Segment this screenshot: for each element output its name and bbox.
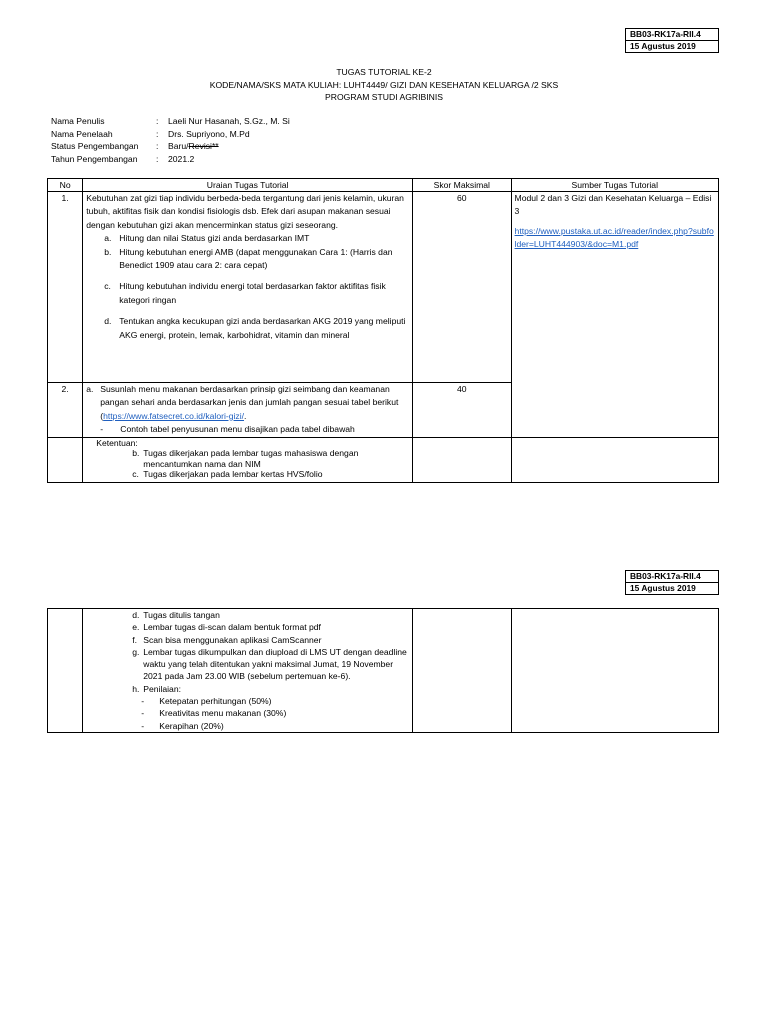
provision-item: c. Tugas dikerjakan pada lembar kertas HVS/folio [132, 469, 323, 480]
table-row [48, 437, 719, 482]
meta-value-status: Baru/ [168, 141, 189, 152]
row-number: 1. [48, 192, 83, 383]
document-code: BB03-RK17a-RII.4 [626, 571, 719, 583]
provision-item: f. Scan bisa menggunakan aplikasi CamScanner [132, 634, 322, 645]
document-header [0, 66, 768, 104]
header-program: PROGRAM STUDI AGRIBINIS [325, 92, 443, 102]
meta-row [51, 115, 290, 128]
provisions-cell [83, 437, 413, 482]
meta-value-struck: Revisi** [188, 141, 219, 152]
provisions-continued [83, 609, 413, 733]
grading-item: - Kerapihan (20%) [141, 720, 224, 731]
document-code-box-page2 [625, 570, 719, 595]
meta-label: Tahun Pengembangan [51, 154, 138, 165]
task-description [83, 192, 413, 383]
task-item: d. Tentukan angka kecukupan gizi anda berdasarkan AKG 2019 yang meliputi AKG energi, protein, lemak, karbohidrat, vitamin dan mineral [104, 316, 406, 340]
document-code: BB03-RK17a-RII.4 [626, 29, 719, 41]
document-date: 15 Agustus 2019 [626, 41, 719, 53]
document-code-box [625, 28, 719, 53]
meta-label: Status Pengembangan [51, 141, 139, 152]
table-row [48, 192, 719, 383]
task-item: c. Hitung kebutuhan individu energi total berdasarkan faktor aktifitas fisik kategori ringan [104, 281, 386, 305]
provision-item: h. Penilaian: [132, 683, 181, 694]
column-header-no: No [48, 179, 83, 192]
row-number-empty [48, 609, 83, 733]
provision-item: e. Lembar tugas di-scan dalam bentuk format pdf [132, 622, 321, 633]
score-value: 40 [413, 383, 512, 438]
column-header-score: Skor Maksimal [413, 179, 512, 192]
row-number-empty [48, 437, 83, 482]
source-cell [511, 192, 718, 438]
meta-info [51, 115, 290, 166]
score-empty [413, 609, 512, 733]
score-value: 60 [413, 192, 512, 383]
meta-value [168, 140, 290, 153]
task-description [83, 383, 413, 438]
provision-item: g. Lembar tugas dikumpulkan dan diupload di LMS UT dengan deadline waktu yang telah ditentukan yakni maksimal Jumat, 19 November 2021 pada Jam 23.00 WIB (sebelum pertemuan ke-6). [132, 646, 407, 682]
source-empty [511, 609, 718, 733]
task-table-continued [47, 608, 719, 733]
source-link[interactable]: https://www.pustaka.ut.ac.id/reader/index.php?subfolder=LUHT444903/&doc=M1.pdf [514, 225, 714, 250]
meta-sep: : [156, 116, 159, 126]
document-date: 15 Agustus 2019 [626, 583, 719, 595]
meta-value: 2021.2 [168, 154, 195, 165]
task-item: a. Hitung dan nilai Status gizi anda berdasarkan IMT [104, 233, 310, 244]
row-number: 2. [48, 383, 83, 438]
meta-label: Nama Penelaah [51, 128, 113, 139]
meta-value: Drs. Supriyono, M.Pd [168, 128, 250, 139]
task-table [47, 178, 719, 483]
table-row [48, 609, 719, 733]
provisions-title: Ketentuan: [96, 437, 138, 448]
task-intro: Kebutuhan zat gizi tiap individu berbeda-beda tergantung dari jenis kelamin, ukuran tubuh, aktifitas fisik dan kondisi fisiologis dsb. Efek dari asupan makanan sesuai dengan kebutuhan gizi akan mencerminkan status gizi seseorang. [86, 193, 404, 230]
provision-item: d. Tugas ditulis tangan [132, 610, 220, 620]
meta-row [51, 153, 290, 166]
grading-item: - Ketepatan perhitungan (50%) [141, 696, 272, 707]
task-item: a. Susunlah menu makanan berdasarkan prinsip gizi seimbang dan keamanan pangan sehari anda berdasarkan jenis dan jumlah pangan sesuai tabel berikut (https://www.fatsecret.co.id/kalori-gizi/. [86, 384, 399, 421]
source-text: Modul 2 dan 3 Gizi dan Kesehatan Keluarga – Edisi 3 [514, 193, 712, 217]
header-title: TUGAS TUTORIAL KE-2 [336, 67, 432, 77]
fatsecret-link[interactable]: https://www.fatsecret.co.id/kalori-gizi/ [103, 410, 245, 421]
header-course: KODE/NAMA/SKS MATA KULIAH: LUHT4449/ GIZI DAN KESEHATAN KELUARGA /2 SKS [209, 79, 559, 90]
column-header-task: Uraian Tugas Tutorial [83, 179, 413, 192]
provision-item: b. Tugas dikerjakan pada lembar tugas mahasiswa dengan mencantumkan nama dan NIM [132, 448, 359, 469]
meta-sep: : [156, 141, 159, 152]
meta-sep: : [156, 128, 159, 139]
task-note: - Contoh tabel penyusunan menu disajikan pada tabel dibawah [100, 424, 355, 435]
meta-row [51, 140, 290, 153]
meta-sep: : [156, 154, 159, 165]
meta-row [51, 128, 290, 141]
score-empty [413, 437, 512, 482]
column-header-source: Sumber Tugas Tutorial [511, 179, 718, 192]
task-item: b. Hitung kebutuhan energi AMB (dapat menggunakan Cara 1: (Harris dan Benedict 1909 atau cara 2: cara cepat) [104, 246, 393, 271]
meta-value: Laeli Nur Hasanah, S.Gz., M. Si [168, 116, 290, 126]
meta-label: Nama Penulis [51, 116, 105, 126]
table-header-row [48, 179, 719, 192]
source-empty [511, 437, 718, 482]
grading-item: - Kreativitas menu makanan (30%) [141, 708, 287, 719]
